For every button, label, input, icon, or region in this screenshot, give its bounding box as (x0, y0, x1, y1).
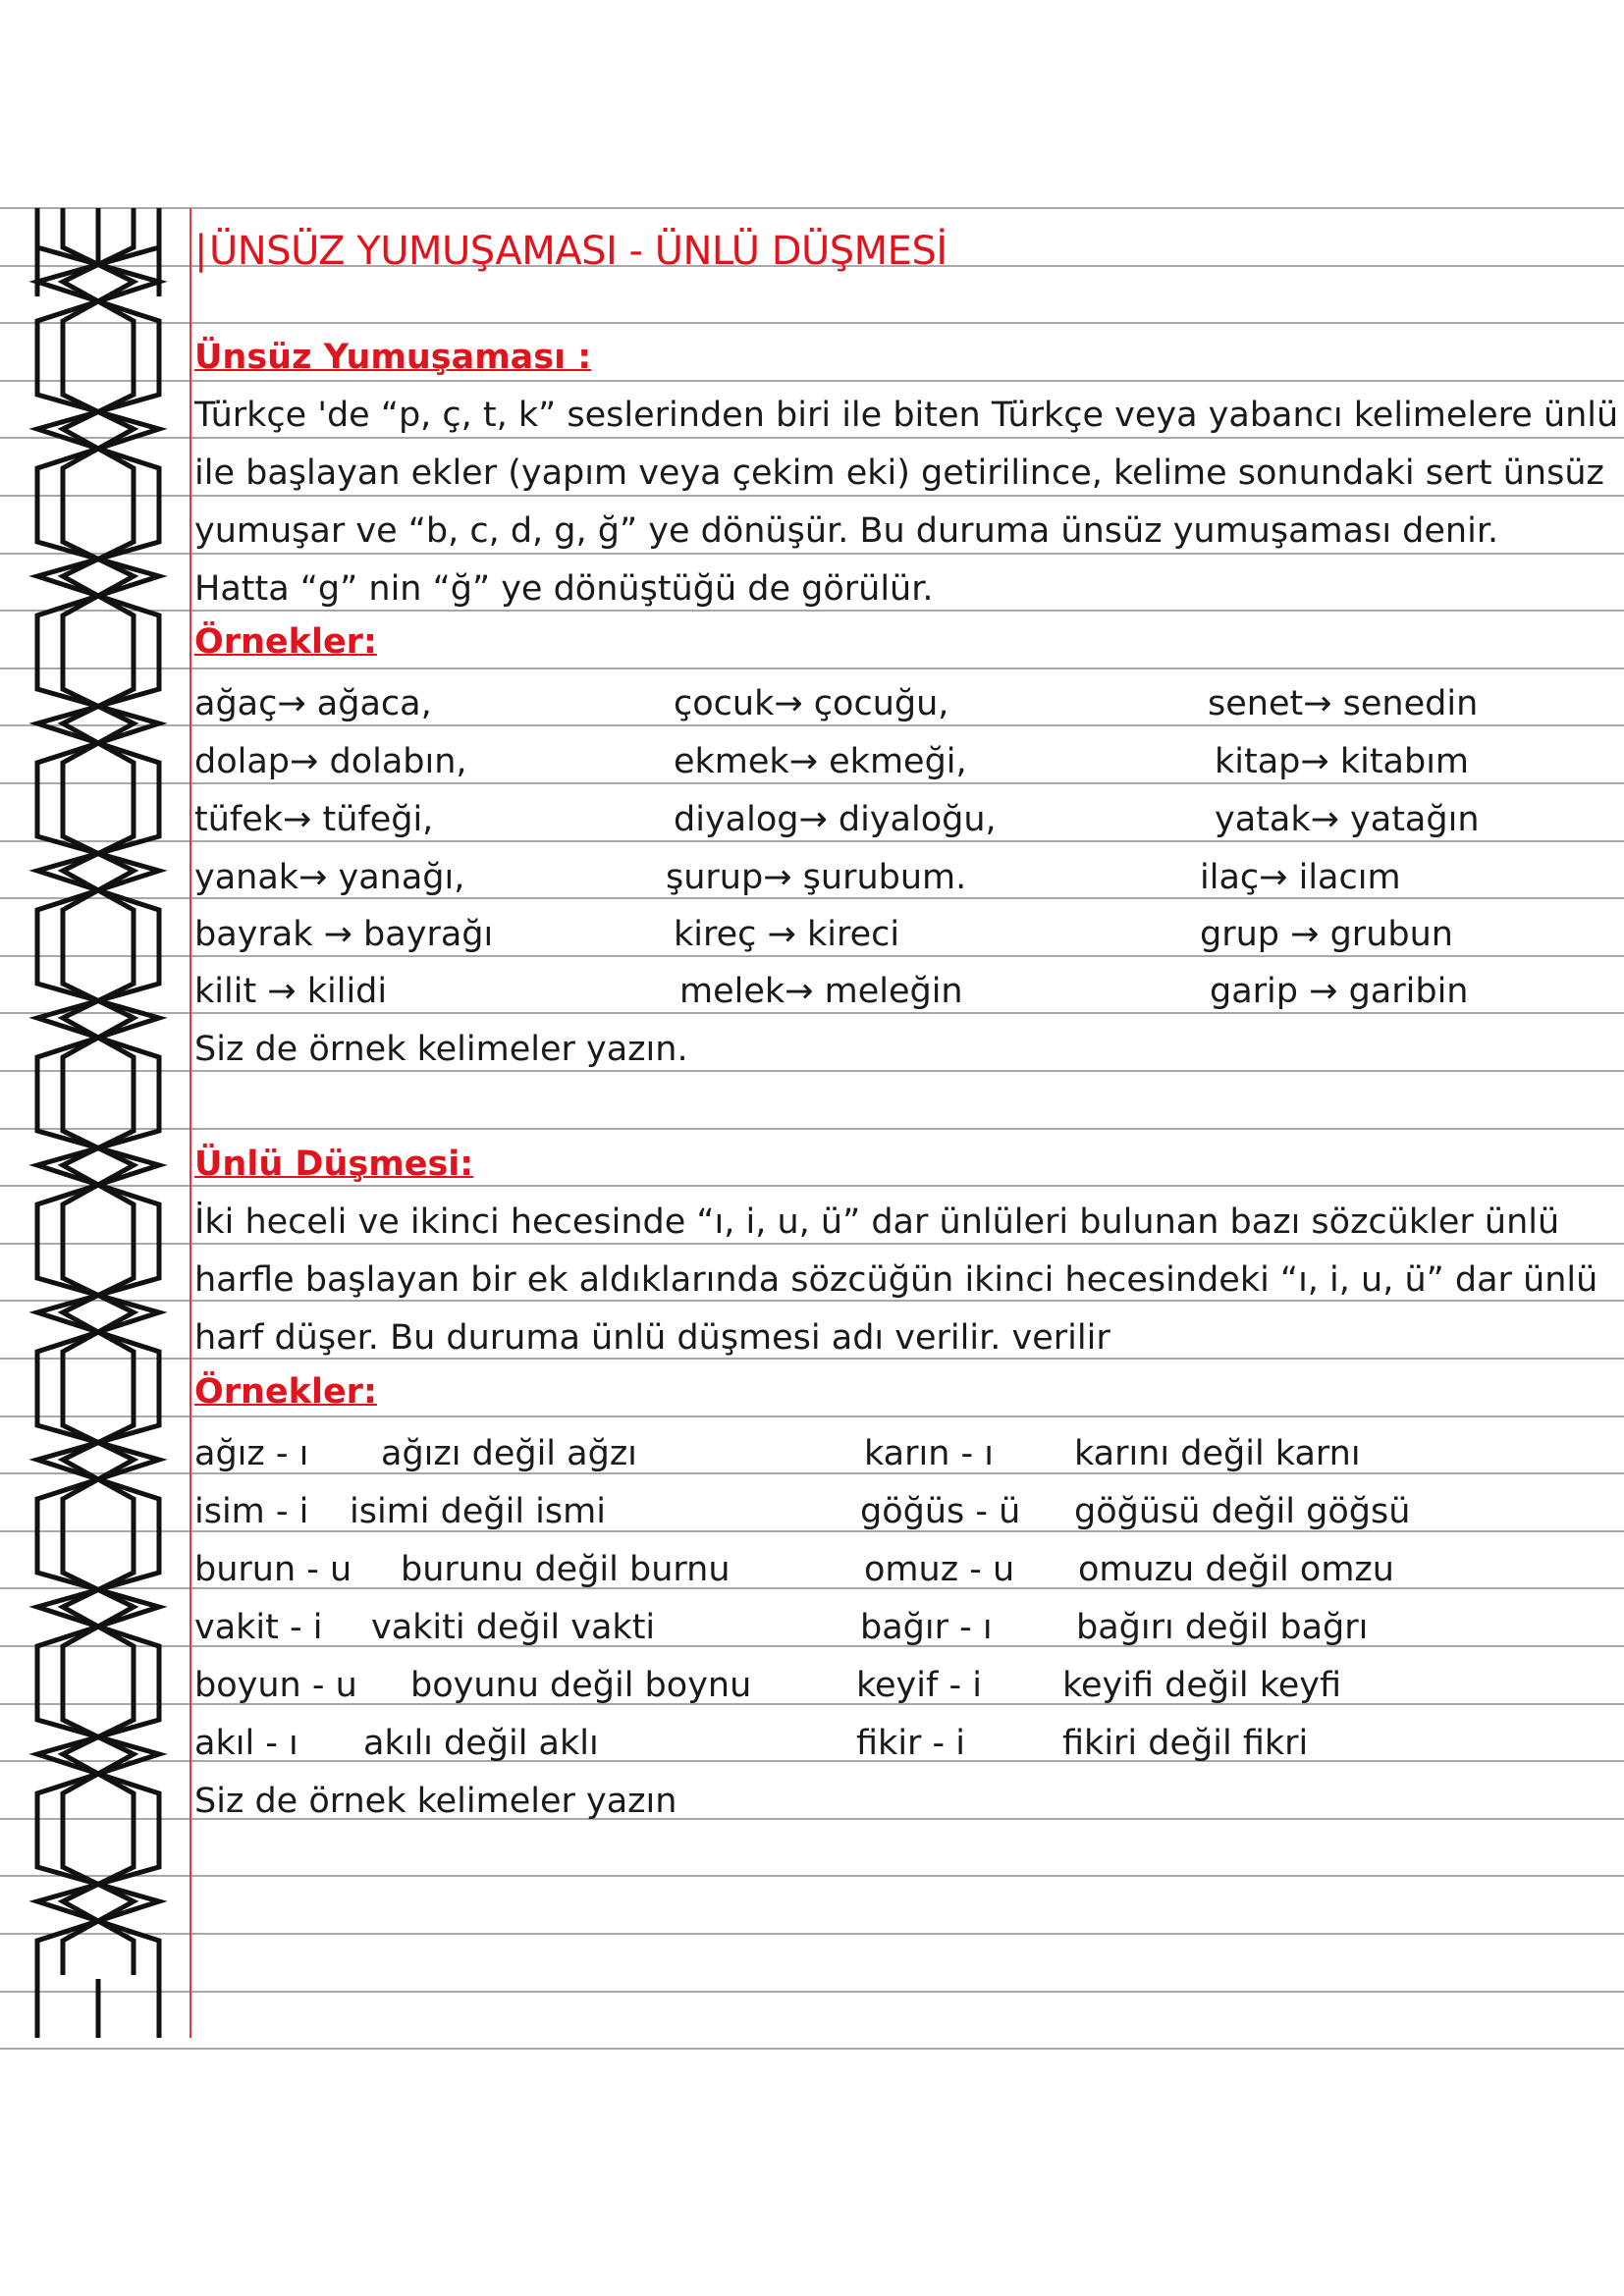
s2-example-word: ağız - ı (194, 1434, 309, 1473)
section1-paragraph-line-2: ile başlayan ekler (yapım veya çekim eki) getirilince, kelime sonundaki sert ünsüz (194, 454, 1604, 493)
s2-example-note: fikiri değil fikri (1062, 1724, 1309, 1763)
s2-example-word: burun - u (194, 1550, 352, 1589)
s2-example-note: omuzu değil omzu (1078, 1550, 1394, 1589)
s1-example: tüfek→ tüfeği, (194, 800, 434, 839)
s1-example: yatak→ yatağın (1215, 800, 1480, 839)
s1-example: diyalog→ diyaloğu, (674, 800, 997, 839)
s1-example: ağaç→ ağaca, (194, 684, 432, 723)
s2-example-note: burunu değil burnu (401, 1550, 731, 1589)
s2-example-word: bağır - ı (860, 1608, 993, 1647)
title-marker: | (194, 228, 208, 273)
section1-paragraph-line-3: yumuşar ve “b, c, d, g, ğ” ye dönüşür. Bu duruma ünsüz yumuşaması denir. (194, 511, 1499, 551)
section2-prompt: Siz de örnek kelimeler yazın (194, 1782, 677, 1821)
s1-example: ilaç→ ilacım (1200, 858, 1401, 897)
s2-example-word: keyif - i (856, 1666, 982, 1705)
s1-example: çocuk→ çocuğu, (674, 684, 949, 723)
s2-example-note: bağırı değil bağrı (1076, 1608, 1369, 1647)
section1-heading: Ünsüz Yumuşaması : (194, 338, 592, 377)
s1-example: melek→ meleğin (679, 972, 963, 1011)
s2-example-note: keyifi değil keyfi (1062, 1666, 1342, 1705)
section2-paragraph-line-2: harfle başlayan bir ek aldıklarında sözcüğün ikinci hecesindeki “ı, i, u, ü” dar ünlü (194, 1260, 1598, 1300)
s1-example: kitap→ kitabım (1215, 742, 1470, 781)
s1-example: şurup→ şurubum. (666, 858, 967, 897)
section2-paragraph-line-1: İki heceli ve ikinci hecesinde “ı, i, u, ü” dar ünlüleri bulunan bazı sözcükler ünlü (194, 1202, 1560, 1242)
section1-paragraph-line-4: Hatta “g” nin “ğ” ye dönüştüğü de görülür. (194, 569, 934, 609)
s2-example-note: boyunu değil boynu (410, 1666, 752, 1705)
s1-example: dolap→ dolabın, (194, 742, 467, 781)
page-title: ÜNSÜZ YUMUŞAMASI - ÜNLÜ DÜŞMESİ (209, 229, 947, 274)
s2-example-note: isimi değil ismi (350, 1492, 606, 1531)
s1-example: kireç → kireci (674, 915, 900, 954)
section1-examples-heading: Örnekler: (194, 622, 377, 662)
s2-example-word: omuz - u (864, 1550, 1015, 1589)
s1-example: garip → garibin (1210, 972, 1469, 1011)
s2-example-word: boyun - u (194, 1666, 357, 1705)
s2-example-note: akılı değil aklı (363, 1724, 599, 1763)
s2-example-note: göğüsü değil göğsü (1074, 1492, 1411, 1531)
s2-example-word: vakit - i (194, 1608, 323, 1647)
s1-example: grup → grubun (1200, 915, 1453, 954)
s2-example-note: karını değil karnı (1074, 1434, 1361, 1473)
s1-example: yanak→ yanağı, (194, 858, 465, 897)
s1-example: ekmek→ ekmeği, (674, 742, 967, 781)
section2-examples-heading: Örnekler: (194, 1372, 377, 1412)
s1-example: kilit → kilidi (194, 972, 388, 1011)
s1-example: bayrak → bayrağı (194, 915, 494, 954)
s2-example-word: isim - i (194, 1492, 309, 1531)
s2-example-word: akıl - ı (194, 1724, 298, 1763)
s2-example-word: fikir - i (856, 1724, 966, 1763)
section2-paragraph-line-3: harf düşer. Bu duruma ünlü düşmesi adı verilir. verilir (194, 1318, 1110, 1358)
section1-paragraph-line-1: Türkçe 'de “p, ç, t, k” seslerinden biri ile biten Türkçe veya yabancı kelimelere ünlü (194, 396, 1619, 435)
s1-example: senet→ senedin (1208, 684, 1479, 723)
section2-heading: Ünlü Düşmesi: (194, 1145, 474, 1184)
s2-example-word: karın - ı (864, 1434, 995, 1473)
s2-example-word: göğüs - ü (860, 1492, 1021, 1531)
section1-prompt: Siz de örnek kelimeler yazın. (194, 1030, 688, 1069)
s2-example-note: vakiti değil vakti (371, 1608, 656, 1647)
s2-example-note: ağızı değil ağzı (381, 1434, 637, 1473)
